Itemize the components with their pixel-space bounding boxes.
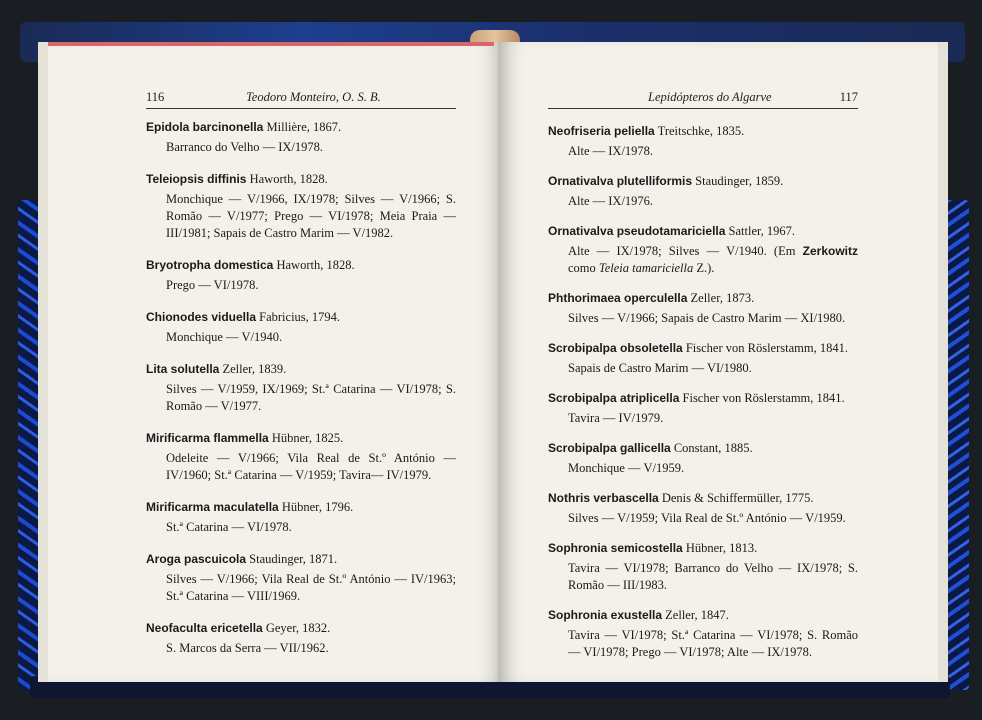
author-citation: Zerkowitz xyxy=(802,244,858,258)
species-entry xyxy=(146,118,456,156)
species-localities: Tavira — IV/1979. xyxy=(568,411,664,425)
species-authority: Haworth, 1828. xyxy=(246,172,328,186)
species-localities: St.ª Catarina — VI/1978. xyxy=(166,520,292,534)
species-localities: Monchique — V/1959. xyxy=(568,461,685,475)
left-page-header xyxy=(146,90,456,109)
species-entry xyxy=(548,172,858,210)
species-localities: Monchique — V/1966, IX/1978; Silves — V/1966; S. Romão — V/1977; Prego — VI/1978; Meia Praia — III/1981; Sapais de Castro Marim — V/1982. xyxy=(166,192,456,240)
species-entry xyxy=(548,439,858,477)
species-localities: Tavira — VI/1978; Barranco do Velho — IX/1978; S. Romão — III/1983. xyxy=(568,561,858,592)
species-entry xyxy=(146,170,456,242)
species-name: Mirificarma flammella xyxy=(146,431,269,445)
species-name: Ornativalva pseudotamariciella xyxy=(548,224,726,238)
species-name: Scrobipalpa obsoletella xyxy=(548,341,683,355)
species-localities: Silves — V/1966; Sapais de Castro Marim — XI/1980. xyxy=(568,311,846,325)
species-entry xyxy=(146,308,456,346)
species-name: Ornativalva plutelliformis xyxy=(548,174,693,188)
species-entry xyxy=(548,289,858,327)
species-authority: Haworth, 1828. xyxy=(273,258,355,272)
species-localities: Silves — V/1959; Vila Real de St.º António — V/1959. xyxy=(568,511,846,525)
species-authority: Staudinger, 1871. xyxy=(246,552,338,566)
species-localities: Silves — V/1966; Vila Real de St.º António — IV/1963; St.ª Catarina — VIII/1969. xyxy=(166,572,456,603)
right-column xyxy=(548,122,858,673)
running-head: Lepidópteros do Algarve xyxy=(648,90,772,104)
species-entry xyxy=(146,619,456,657)
species-authority: Fabricius, 1794. xyxy=(256,310,341,324)
species-name: Bryotropha domestica xyxy=(146,258,274,272)
species-authority: Treitschke, 1835. xyxy=(654,124,745,138)
species-localities: Monchique — V/1940. xyxy=(166,330,283,344)
species-authority: Hübner, 1813. xyxy=(682,541,758,555)
species-name: Neofriseria peliella xyxy=(548,124,655,138)
species-entry xyxy=(146,429,456,484)
species-entry xyxy=(548,339,858,377)
species-entry xyxy=(548,489,858,527)
species-name: Neofaculta ericetella xyxy=(146,621,263,635)
species-authority: Fischer von Röslerstamm, 1841. xyxy=(682,341,848,355)
species-authority: Sattler, 1967. xyxy=(725,224,796,238)
species-localities: Tavira — VI/1978; St.ª Catarina — VI/1978; S. Romão — VI/1978; Prego — VI/1978; Alte — IX/1978. xyxy=(568,628,858,659)
species-authority: Geyer, 1832. xyxy=(262,621,331,635)
species-name: Epidola barcinonella xyxy=(146,120,264,134)
species-name: Mirificarma maculatella xyxy=(146,500,279,514)
species-name: Chionodes viduella xyxy=(146,310,257,324)
running-head: Teodoro Monteiro, O. S. B. xyxy=(246,90,381,104)
page-number: 116 xyxy=(146,90,165,104)
species-localities: Odeleite — V/1966; Vila Real de St.º António — IV/1960; St.ª Catarina — V/1959; Tavira— IV/1979. xyxy=(166,451,456,482)
species-authority: Constant, 1885. xyxy=(670,441,753,455)
species-name: Nothris verbascella xyxy=(548,491,659,505)
species-authority: Zeller, 1873. xyxy=(687,291,755,305)
localities-text: como xyxy=(568,261,599,275)
species-entry xyxy=(146,498,456,536)
species-name: Scrobipalpa gallicella xyxy=(548,441,671,455)
species-name: Lita solutella xyxy=(146,362,220,376)
species-localities: Sapais de Castro Marim — VI/1980. xyxy=(568,361,752,375)
species-entry xyxy=(548,222,858,277)
species-entry xyxy=(548,389,858,427)
species-localities: Barranco do Velho — IX/1978. xyxy=(166,140,324,154)
species-authority: Denis & Schiffermüller, 1775. xyxy=(658,491,814,505)
synonym-name: Teleia tamariciella xyxy=(598,261,694,275)
species-name: Teleiopsis diffinis xyxy=(146,172,247,186)
species-authority: Hübner, 1825. xyxy=(268,431,344,445)
species-authority: Hübner, 1796. xyxy=(278,500,354,514)
page-edge xyxy=(48,42,494,46)
right-page-header xyxy=(548,90,858,109)
species-authority: Zeller, 1839. xyxy=(219,362,287,376)
species-name: Sophronia exustella xyxy=(548,608,663,622)
species-authority: Millière, 1867. xyxy=(263,120,342,134)
species-localities xyxy=(548,243,858,277)
page-number: 117 xyxy=(839,90,858,104)
species-entry xyxy=(146,360,456,415)
species-authority: Zeller, 1847. xyxy=(662,608,729,622)
species-localities: Alte — IX/1976. xyxy=(568,194,654,208)
species-name: Aroga pascuicola xyxy=(146,552,247,566)
species-authority: Fischer von Röslerstamm, 1841. xyxy=(679,391,845,405)
species-entry xyxy=(146,256,456,294)
species-entry xyxy=(548,606,858,661)
species-localities: Prego — VI/1978. xyxy=(166,278,259,292)
species-localities: Alte — IX/1978. xyxy=(568,144,654,158)
species-name: Scrobipalpa atriplicella xyxy=(548,391,680,405)
species-localities: S. Marcos da Serra — VII/1962. xyxy=(166,641,329,655)
species-name: Phthorimaea operculella xyxy=(548,291,688,305)
species-localities: Silves — V/1959, IX/1969; St.ª Catarina — VI/1978; S. Romão — V/1977. xyxy=(166,382,456,413)
localities-text: Alte — IX/1978; Silves — V/1940. (Em xyxy=(568,244,803,258)
species-name: Sophronia semicostella xyxy=(548,541,683,555)
left-column xyxy=(146,118,456,671)
species-entry xyxy=(548,539,858,594)
species-entry xyxy=(548,122,858,160)
species-authority: Staudinger, 1859. xyxy=(692,174,784,188)
localities-text: Z.). xyxy=(693,261,715,275)
species-entry xyxy=(146,550,456,605)
